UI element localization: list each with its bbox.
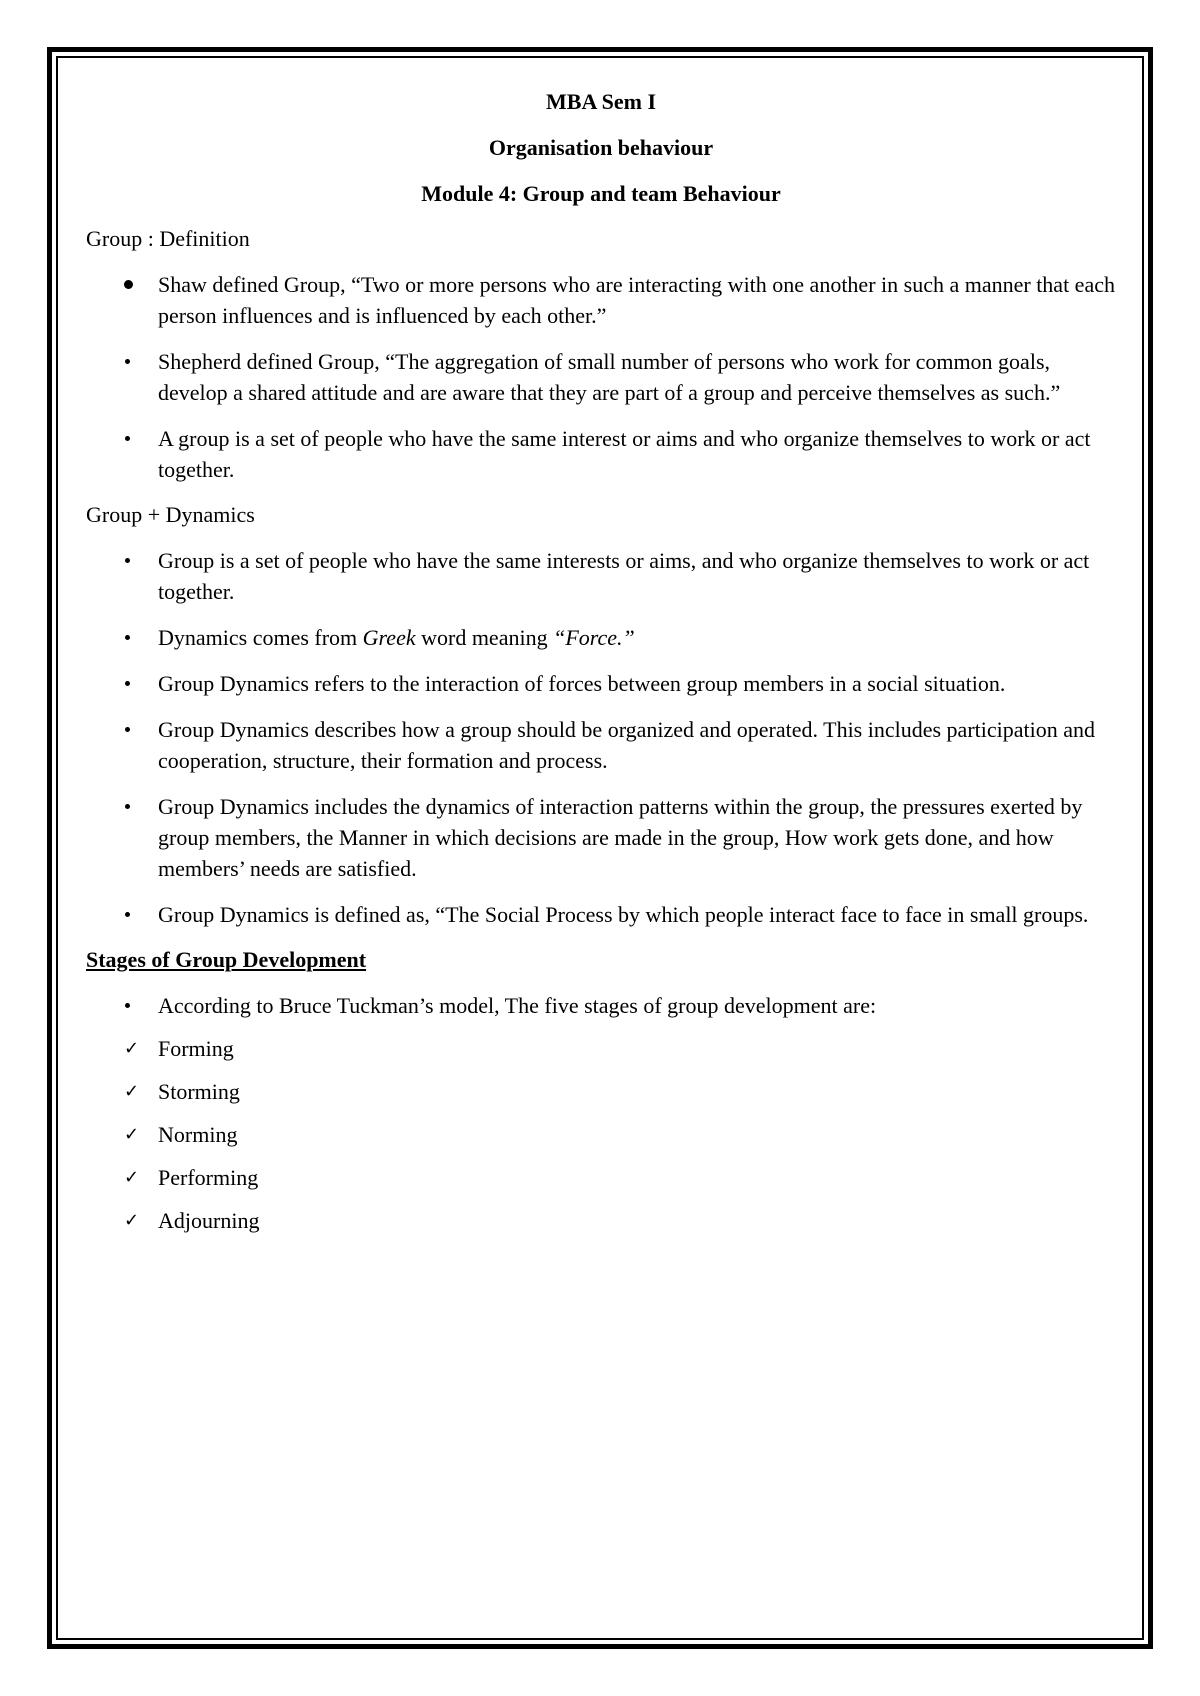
group-definition-label: Group : Definition (86, 226, 250, 251)
group-dynamics-label: Group + Dynamics (86, 502, 255, 527)
course-heading: MBA Sem I (546, 89, 656, 114)
check-icon: ✓ (124, 1038, 140, 1059)
dynamics-point-5: Group Dynamics includes the dynamics of interaction patterns within the group, the pressures exerted by group members, the Manner in which decisions are made in the group, How work gets done, and how members’ needs are satisfied. (158, 794, 1083, 881)
check-icon: ✓ (124, 1124, 140, 1145)
group-dynamics-list (86, 545, 1116, 930)
dynamics-middle: word meaning (415, 625, 554, 650)
dynamics-point-1: Group is a set of people who have the same interests or aims, and who organize themselves to work or act together. (158, 548, 1090, 604)
stages-intro: According to Bruce Tuckman’s model, The five stages of group development are: (158, 993, 877, 1018)
module-heading: Module 4: Group and team Behaviour (421, 181, 781, 206)
force-word: “Force.” (553, 625, 635, 650)
stage-storming: Storming (158, 1079, 240, 1104)
list-item (86, 714, 1116, 776)
greek-word: Greek (362, 625, 416, 650)
list-item (86, 545, 1116, 607)
stage-adjourning: Adjourning (158, 1208, 260, 1233)
stage-item (86, 1205, 1116, 1236)
check-icon: ✓ (124, 1167, 140, 1188)
list-item (86, 346, 1116, 408)
stages-list (86, 1033, 1116, 1236)
list-item (86, 668, 1116, 699)
stages-intro-list (86, 990, 1116, 1021)
definition-general: A group is a set of people who have the same interest or aims and who organize themselves to work or act together. (158, 426, 1091, 482)
subject-heading: Organisation behaviour (488, 135, 714, 160)
stages-title: Stages of Group Development (86, 947, 367, 972)
check-icon: ✓ (124, 1081, 140, 1102)
check-icon: ✓ (124, 1210, 140, 1231)
dynamics-point-3: Group Dynamics refers to the interaction of forces between group members in a social situation. (158, 671, 1006, 696)
list-item (86, 423, 1116, 485)
stage-norming: Norming (158, 1122, 238, 1147)
list-item (86, 791, 1116, 884)
stage-item (86, 1119, 1116, 1150)
stage-performing: Performing (158, 1165, 259, 1190)
dynamics-point-4: Group Dynamics describes how a group should be organized and operated. This includes participation and cooperation, structure, their formation and process. (158, 717, 1095, 773)
list-item (86, 990, 1116, 1021)
dynamics-point-2 (158, 625, 635, 650)
dynamics-prefix: Dynamics comes from (158, 625, 363, 650)
stage-forming: Forming (158, 1036, 234, 1061)
definition-shaw: Shaw defined Group, “Two or more persons who are interacting with one another in such a manner that each person influences and is influenced by each other.” (158, 272, 1115, 328)
dynamics-point-6: Group Dynamics is defined as, “The Social Process by which people interact face to face in small groups. (158, 902, 1089, 927)
list-item (86, 899, 1116, 930)
stage-item (86, 1162, 1116, 1193)
definition-shepherd: Shepherd defined Group, “The aggregation of small number of persons who work for common goals, develop a shared attitude and are aware that they are part of a group and perceive themselves as such.” (158, 349, 1061, 405)
list-item (86, 622, 1116, 653)
stage-item (86, 1076, 1116, 1107)
group-definition-list (86, 269, 1116, 485)
list-item (86, 269, 1116, 331)
document-body (86, 82, 1116, 1236)
stage-item (86, 1033, 1116, 1064)
